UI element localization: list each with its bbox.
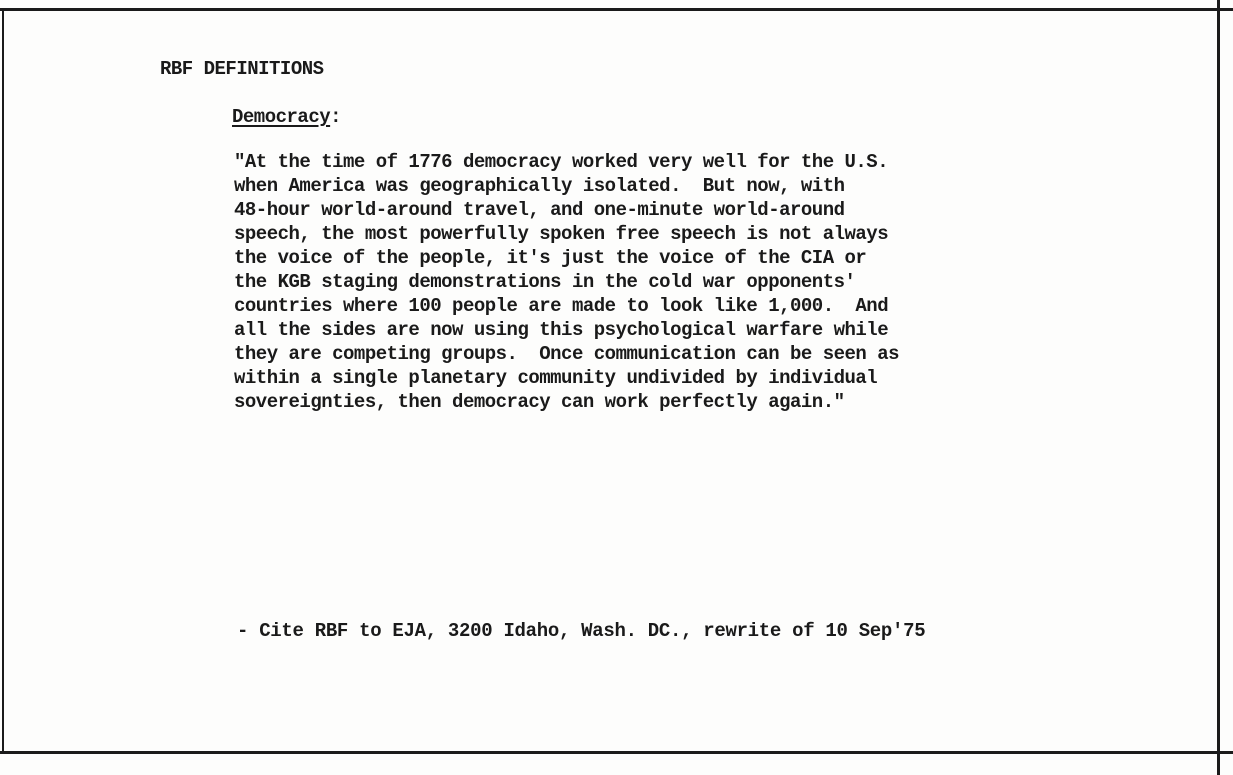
definition-term-word: Democracy [232, 106, 331, 128]
quote-line: 48-hour world-around travel, and one-minute world-around [234, 199, 845, 221]
quote-line: when America was geographically isolated. But now, with [234, 175, 845, 197]
quote-line: they are competing groups. Once communication can be seen as [234, 343, 900, 365]
definition-term [232, 106, 341, 128]
document-heading: RBF DEFINITIONS [160, 58, 324, 80]
definition-quote [234, 150, 1134, 414]
quote-line: sovereignties, then democracy can work perfectly again." [234, 391, 845, 413]
citation-line: - Cite RBF to EJA, 3200 Idaho, Wash. DC., rewrite of 10 Sep'75 [237, 620, 926, 642]
top-border-line [0, 8, 1233, 11]
left-border-line [2, 8, 4, 753]
quote-line: the voice of the people, it's just the voice of the CIA or [234, 247, 867, 269]
quote-line: the KGB staging demonstrations in the cold war opponents' [234, 271, 856, 293]
quote-line: all the sides are now using this psychological warfare while [234, 319, 889, 341]
quote-line: within a single planetary community undivided by individual [234, 367, 878, 389]
bottom-border-line [0, 751, 1233, 754]
quote-line: speech, the most powerfully spoken free speech is not always [234, 223, 889, 245]
quote-line: countries where 100 people are made to look like 1,000. And [234, 295, 889, 317]
definition-term-colon: : [330, 106, 342, 128]
quote-line: "At the time of 1776 democracy worked very well for the U.S. [234, 151, 889, 173]
right-border-line [1217, 0, 1220, 775]
